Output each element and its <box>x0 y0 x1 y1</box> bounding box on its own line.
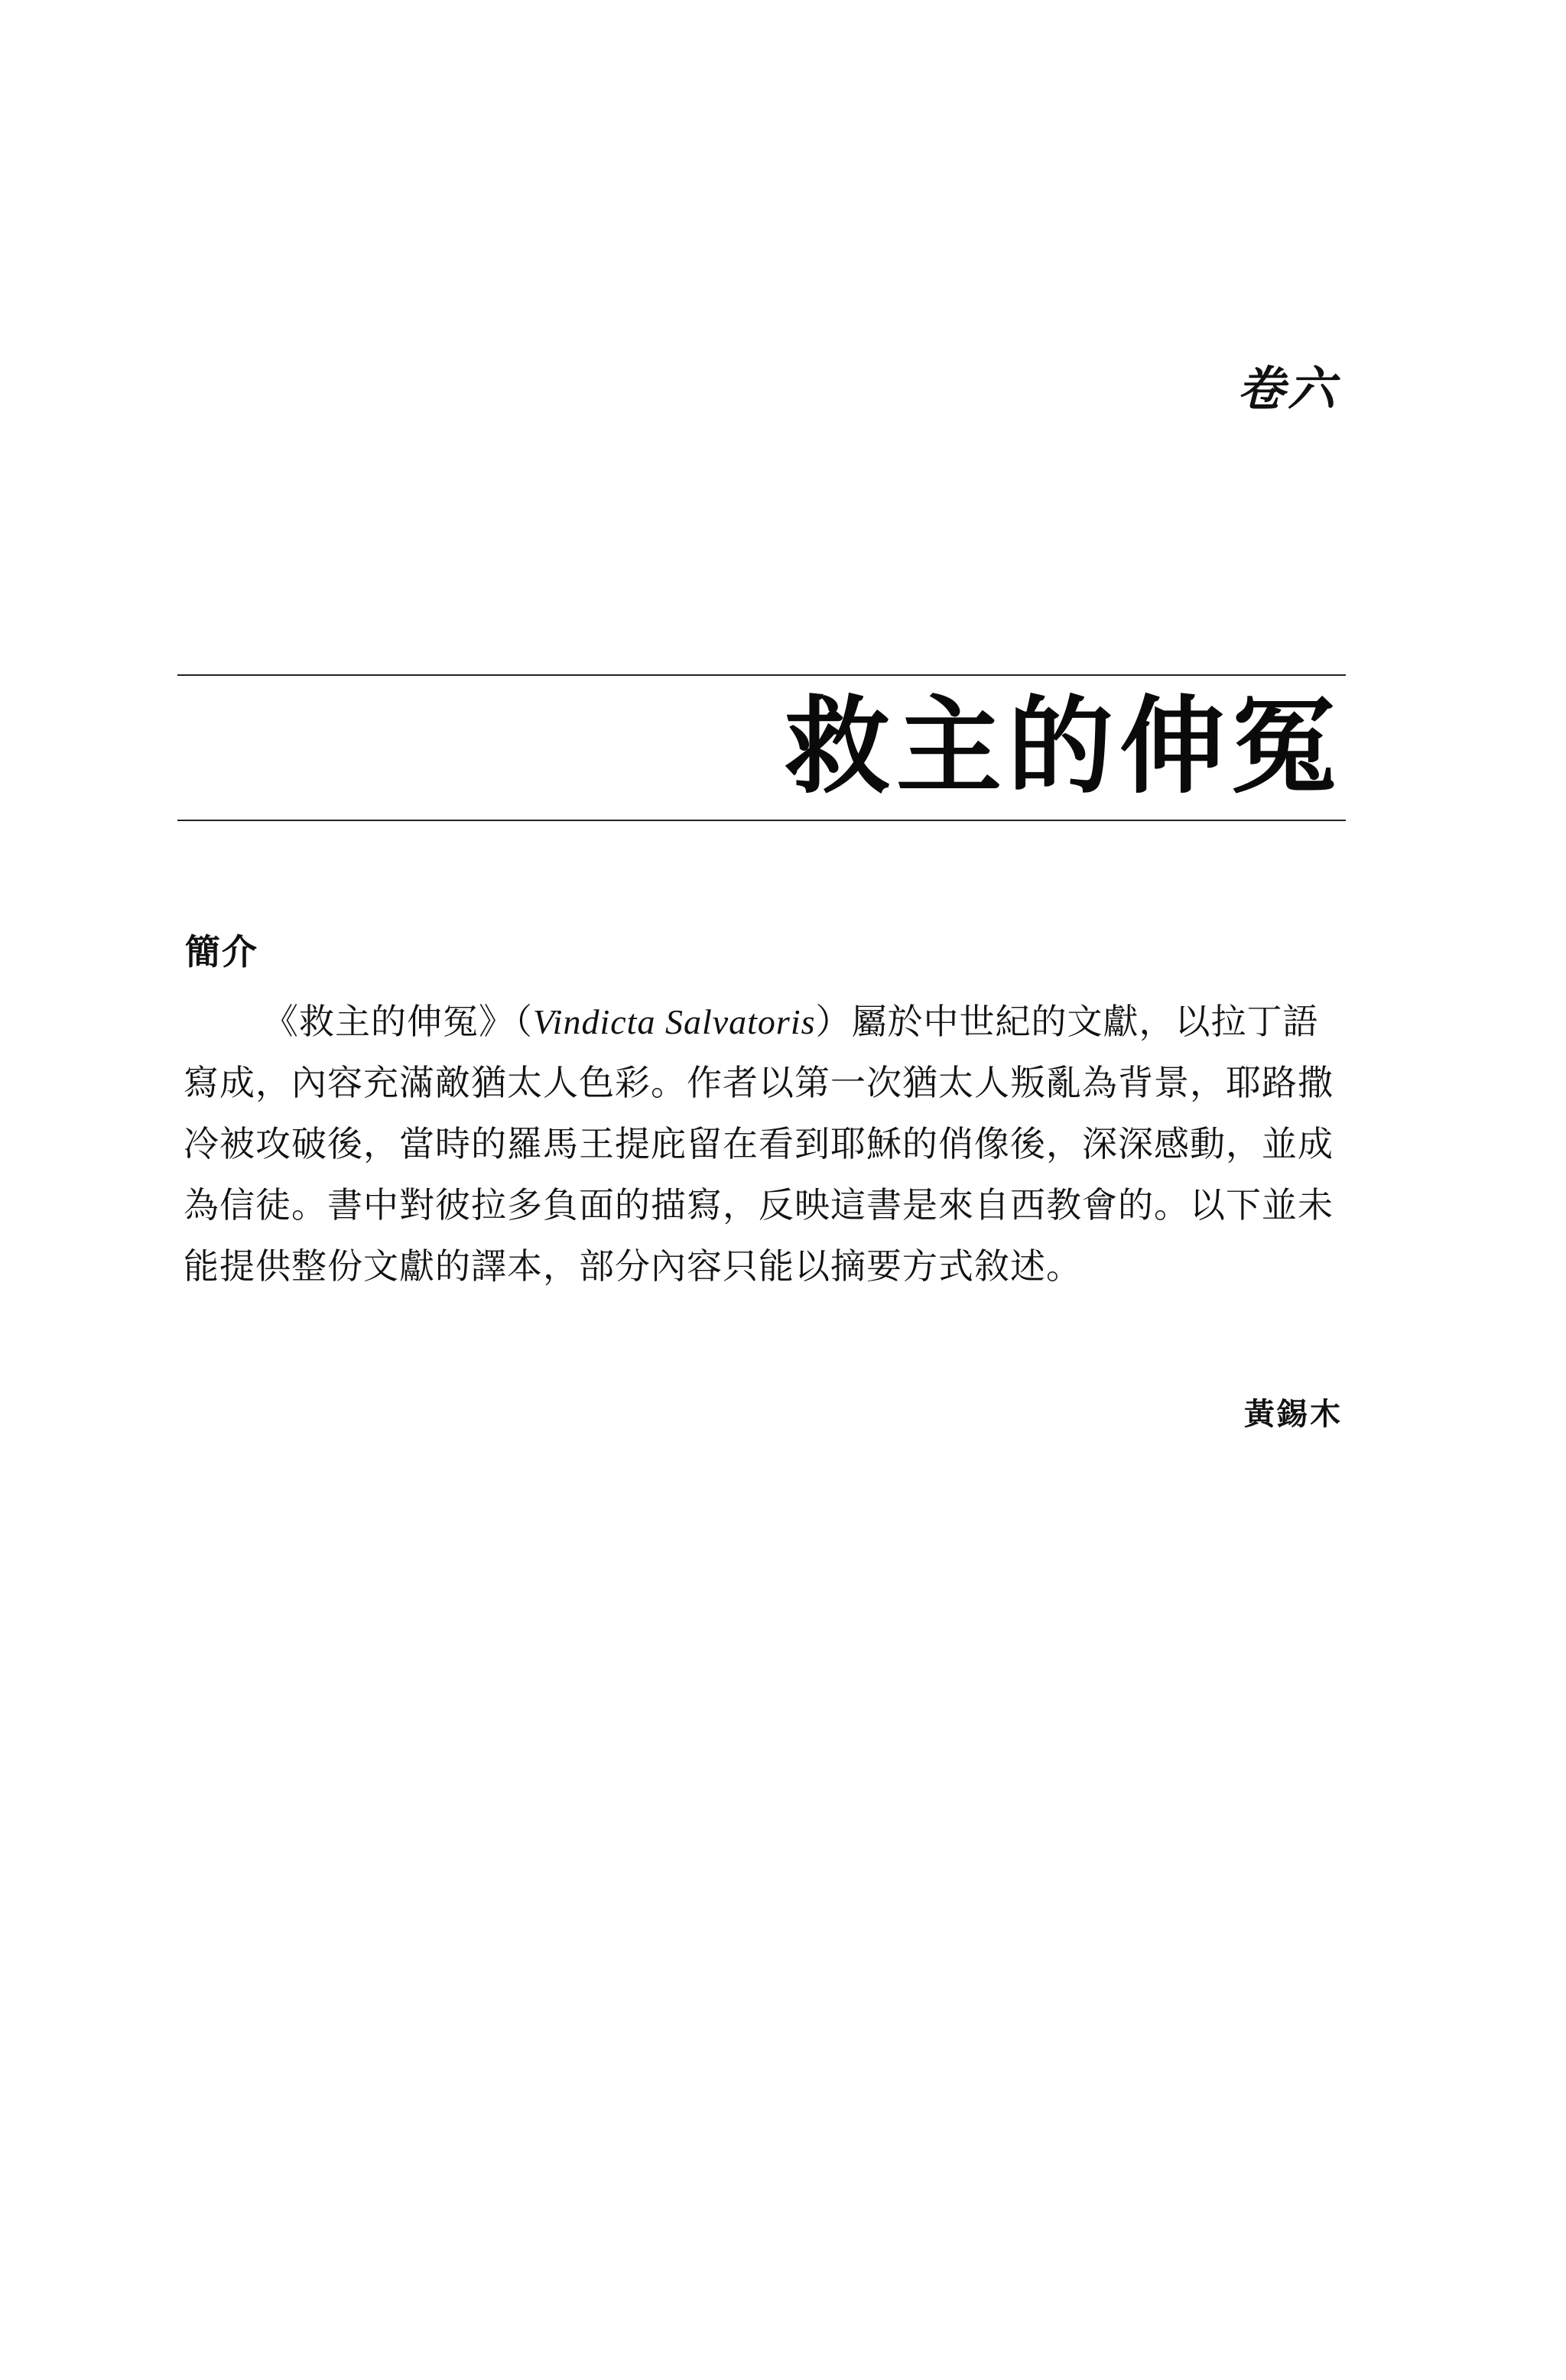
page-title: 救主的伸冤 <box>784 685 1343 808</box>
line1-before-text: 《救主的伸冤》（ <box>263 1001 533 1042</box>
intro-paragraph <box>184 991 1346 1297</box>
title-top-rule <box>177 674 1346 676</box>
line1-after-text: ）屬於中世紀的文獻，以拉丁語 <box>815 1001 1319 1042</box>
volume-label: 卷六 <box>1236 361 1338 417</box>
paragraph-line-2: 寫成，內容充滿敵猶太人色彩。作者以第一次猶太人叛亂為背景，耶路撒 <box>184 1062 1334 1103</box>
paragraph-line-4: 為信徒。書中對彼拉多負面的描寫，反映這書是來自西教會的。以下並未 <box>184 1184 1334 1226</box>
title-bottom-rule <box>177 820 1346 821</box>
paragraph-line-3: 冷被攻破後，當時的羅馬王提庇留在看到耶穌的俏像後，深深感動，並成 <box>184 1123 1334 1164</box>
paragraph-line-1 <box>184 991 1346 1052</box>
section-heading-intro: 簡介 <box>185 931 258 972</box>
author-name: 黃錫木 <box>1244 1397 1343 1432</box>
latin-title: Vindicta Salvatoris <box>533 1002 816 1041</box>
paragraph-line-5: 能提供整份文獻的譯本，部分內容只能以摘要方式敘述。 <box>184 1245 1082 1287</box>
